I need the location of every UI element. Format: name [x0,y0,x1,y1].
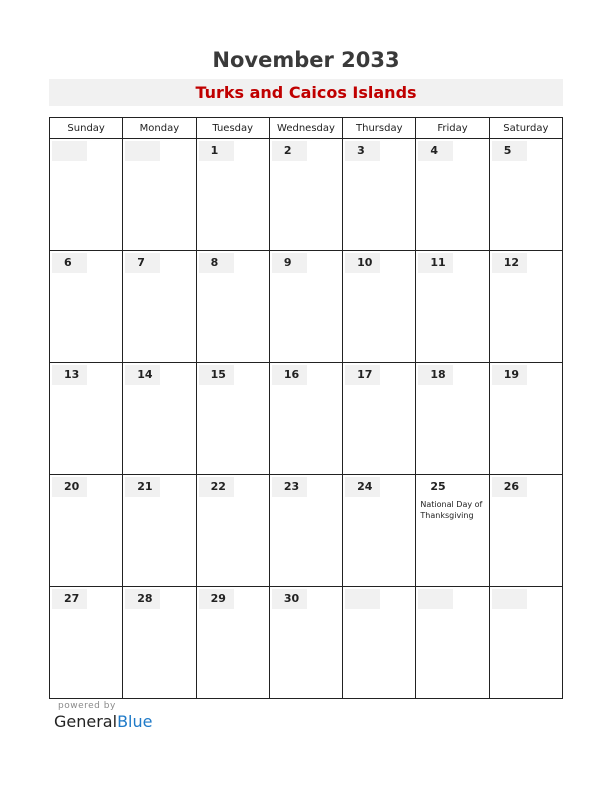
day-number: 6 [52,253,87,273]
day-cell[interactable] [123,139,196,251]
day-cell[interactable] [489,363,562,475]
day-number: 25 [430,480,446,493]
weekday-tuesday: Tuesday [196,118,269,139]
brand-blue-text: Blue [117,712,153,731]
brand-logo[interactable] [54,712,152,731]
day-number: 10 [345,253,380,273]
brand-general-text: General [54,712,118,731]
powered-by-text: powered by [58,701,116,711]
day-number: 27 [52,589,87,609]
day-number: 28 [125,589,160,609]
weekday-sunday: Sunday [50,118,123,139]
day-cell[interactable] [489,251,562,363]
day-number: 19 [492,365,527,385]
day-cell[interactable] [196,475,269,587]
day-cell[interactable] [196,251,269,363]
day-cell[interactable] [50,251,123,363]
day-number: 15 [199,365,234,385]
day-cell[interactable] [489,587,562,699]
day-cell[interactable] [123,475,196,587]
weekday-friday: Friday [416,118,489,139]
page-title: November 2033 [212,48,400,72]
day-cell[interactable] [196,139,269,251]
day-number [492,589,527,609]
day-number: 14 [125,365,160,385]
country-name: Turks and Caicos Islands [195,83,417,102]
day-cell[interactable] [50,475,123,587]
day-cell[interactable] [489,139,562,251]
day-cell[interactable] [196,363,269,475]
day-number: 1 [199,141,234,161]
day-number [125,141,160,161]
day-cell[interactable] [196,587,269,699]
day-cell[interactable] [123,363,196,475]
day-number: 9 [272,253,307,273]
day-cell[interactable] [123,251,196,363]
day-number [418,589,453,609]
day-cell[interactable] [489,475,562,587]
weekday-wednesday: Wednesday [269,118,342,139]
weekday-monday: Monday [123,118,196,139]
day-cell[interactable] [269,363,342,475]
day-cell[interactable] [50,139,123,251]
week-row [50,139,563,251]
week-row [50,475,563,587]
week-row [50,251,563,363]
country-banner [49,79,563,106]
day-number: 16 [272,365,307,385]
day-number: 18 [418,365,453,385]
day-cell[interactable] [343,587,416,699]
day-cell[interactable] [123,587,196,699]
day-number: 22 [199,477,234,497]
day-cell[interactable] [343,251,416,363]
day-number: 29 [199,589,234,609]
weekday-thursday: Thursday [343,118,416,139]
day-number [345,589,380,609]
day-cell[interactable] [269,475,342,587]
day-number: 4 [418,141,453,161]
day-number: 24 [345,477,380,497]
day-cell[interactable] [343,139,416,251]
day-number: 30 [272,589,307,609]
day-cell[interactable] [416,475,489,587]
day-cell[interactable] [416,363,489,475]
day-cell[interactable] [50,587,123,699]
day-cell[interactable] [416,587,489,699]
calendar-grid [49,117,563,699]
day-number: 3 [345,141,380,161]
day-cell[interactable] [416,251,489,363]
day-number: 20 [52,477,87,497]
day-number: 2 [272,141,307,161]
calendar-body [50,139,563,699]
day-number: 7 [125,253,160,273]
day-cell[interactable] [343,475,416,587]
weekday-saturday: Saturday [489,118,562,139]
day-cell[interactable] [269,587,342,699]
day-number: 26 [492,477,527,497]
day-cell[interactable] [269,251,342,363]
day-number: 12 [492,253,527,273]
day-number: 13 [52,365,87,385]
day-cell[interactable] [416,139,489,251]
day-number: 23 [272,477,307,497]
weekday-header-row [50,118,563,139]
day-number [52,141,87,161]
day-number: 17 [345,365,380,385]
day-number: 5 [492,141,527,161]
day-number: 21 [125,477,160,497]
day-number: 8 [199,253,234,273]
day-cell[interactable] [50,363,123,475]
week-row [50,363,563,475]
day-cell[interactable] [269,139,342,251]
day-number: 11 [418,253,453,273]
day-cell[interactable] [343,363,416,475]
week-row [50,587,563,699]
holiday-label: National Day of Thanksgiving [420,500,483,520]
